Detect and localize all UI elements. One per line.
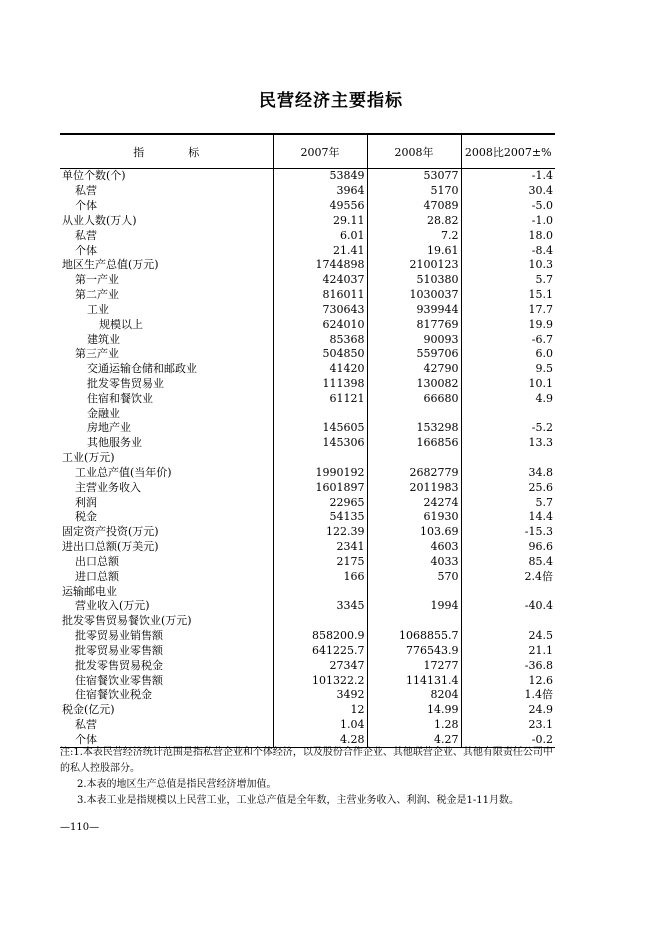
value-2008: 939944: [367, 302, 461, 317]
row-label: 工业(万元): [62, 451, 115, 465]
value-2007: 6.01: [273, 228, 367, 243]
table-row: [60, 288, 555, 303]
value-2008: 2011983: [367, 480, 461, 495]
table-row: [60, 629, 555, 644]
row-label: 进出口总额(万美元): [62, 540, 159, 554]
value-2008: 24274: [367, 495, 461, 510]
value-2008: 19.61: [367, 243, 461, 258]
value-2007: 101322.2: [273, 673, 367, 688]
value-2008: 4.27: [367, 732, 461, 747]
value-2008: 130082: [367, 377, 461, 392]
footnote-3: 3.本表工业是指规模以上民营工业，工业总产值是全年数，主营业务收入、利润、税金是1-11月数。: [77, 795, 520, 806]
row-label: 住宿餐饮业零售额: [75, 673, 163, 687]
value-2007: 3964: [273, 184, 367, 199]
value-2008: 5170: [367, 184, 461, 199]
table-row: [60, 199, 555, 214]
value-2007: [273, 451, 367, 466]
value-2007: 504850: [273, 347, 367, 362]
value-2007: 1990192: [273, 466, 367, 481]
table-row: [60, 169, 555, 184]
table-row: [60, 584, 555, 599]
value-2007: 3492: [273, 688, 367, 703]
row-label: 工业: [87, 302, 109, 316]
header-2007: 2007年: [273, 134, 367, 169]
value-change: 14.4: [461, 510, 555, 525]
table-row: [60, 436, 555, 451]
table-row: [60, 480, 555, 495]
table-row: [60, 555, 555, 570]
row-label: 交通运输仓储和邮政业: [87, 362, 197, 376]
value-2008: 1994: [367, 599, 461, 614]
table-row: [60, 451, 555, 466]
value-2008: 66680: [367, 391, 461, 406]
value-2008: 570: [367, 569, 461, 584]
value-2007: 122.39: [273, 525, 367, 540]
value-2008: [367, 614, 461, 629]
table-row: [60, 673, 555, 688]
value-change: -6.7: [461, 332, 555, 347]
value-2008: 114131.4: [367, 673, 461, 688]
value-2008: 1030037: [367, 288, 461, 303]
table-row: [60, 510, 555, 525]
table-row: [60, 228, 555, 243]
value-2008: 61930: [367, 510, 461, 525]
row-label: 其他服务业: [87, 436, 142, 450]
row-label: 地区生产总值(万元): [62, 258, 159, 272]
value-2008: 53077: [367, 169, 461, 184]
value-change: 10.1: [461, 377, 555, 392]
row-label: 个体: [75, 243, 97, 257]
footnote-1: 注:1.本表民营经济统计范围是指私营企业和个体经济，以及股份合作企业、其他联营企业、其他有限责任公司中的私人控股部分。: [60, 747, 553, 774]
value-2007: 624010: [273, 317, 367, 332]
value-2008: 2100123: [367, 258, 461, 273]
row-label: 主营业务收入: [75, 480, 141, 494]
value-2007: [273, 406, 367, 421]
row-label: 私营: [75, 184, 97, 198]
row-label: 税金: [75, 510, 97, 524]
value-change: 6.0: [461, 347, 555, 362]
value-2008: 1.28: [367, 718, 461, 733]
footnote-2: 2.本表的地区生产总值是指民营经济增加值。: [77, 779, 277, 790]
value-change: 25.6: [461, 480, 555, 495]
value-change: 24.9: [461, 703, 555, 718]
table-row: [60, 718, 555, 733]
value-change: 9.5: [461, 362, 555, 377]
value-2007: 145605: [273, 421, 367, 436]
value-2008: 4033: [367, 555, 461, 570]
page-number: —110—: [60, 822, 100, 833]
value-change: -36.8: [461, 658, 555, 673]
row-label: 工业总产值(当年价): [75, 465, 172, 479]
value-change: -15.3: [461, 525, 555, 540]
table-row: [60, 302, 555, 317]
table-row: [60, 421, 555, 436]
value-2008: 103.69: [367, 525, 461, 540]
value-2007: 21.41: [273, 243, 367, 258]
value-change: 1.4倍: [461, 688, 555, 703]
row-label: 第三产业: [75, 347, 119, 361]
value-2007: 858200.9: [273, 629, 367, 644]
value-2007: 3345: [273, 599, 367, 614]
value-2007: [273, 614, 367, 629]
value-change: 13.3: [461, 436, 555, 451]
value-change: -1.0: [461, 213, 555, 228]
value-2007: [273, 584, 367, 599]
row-label: 房地产业: [87, 421, 131, 435]
value-change: 5.7: [461, 273, 555, 288]
table-row: [60, 658, 555, 673]
value-2008: 8204: [367, 688, 461, 703]
value-change: 2.4倍: [461, 569, 555, 584]
value-2008: 17277: [367, 658, 461, 673]
header-2008: 2008年: [367, 134, 461, 169]
value-2008: 14.99: [367, 703, 461, 718]
value-2008: 559706: [367, 347, 461, 362]
value-2007: 27347: [273, 658, 367, 673]
row-label: 批零贸易业销售额: [75, 629, 163, 643]
value-2007: 1.04: [273, 718, 367, 733]
value-2008: [367, 451, 461, 466]
row-label: 从业人数(万人): [62, 213, 137, 227]
page-title: 民营经济主要指标: [259, 91, 403, 111]
value-2008: 2682779: [367, 466, 461, 481]
row-label: 住宿和餐饮业: [87, 391, 153, 405]
row-label: 批发零售贸易税金: [75, 658, 163, 672]
table-row: [60, 377, 555, 392]
value-2008: 166856: [367, 436, 461, 451]
table-row: [60, 317, 555, 332]
row-label: 第二产业: [75, 288, 119, 302]
value-2007: 111398: [273, 377, 367, 392]
row-label: 单位个数(个): [62, 169, 126, 183]
row-label: 私营: [75, 718, 97, 732]
table-row: [60, 525, 555, 540]
value-2008: 817769: [367, 317, 461, 332]
row-label: 批零贸易业零售额: [75, 643, 163, 657]
value-change: 19.9: [461, 317, 555, 332]
table-row: [60, 466, 555, 481]
value-change: -5.2: [461, 421, 555, 436]
table-row: [60, 258, 555, 273]
value-change: 10.3: [461, 258, 555, 273]
row-label: 批发零售贸易餐饮业(万元): [62, 614, 192, 628]
value-2007: 4.28: [273, 732, 367, 747]
value-change: [461, 584, 555, 599]
value-2007: 166: [273, 569, 367, 584]
value-2007: 22965: [273, 495, 367, 510]
row-label: 进口总额: [75, 569, 119, 583]
table-row: [60, 273, 555, 288]
value-2007: 12: [273, 703, 367, 718]
table-row: [60, 703, 555, 718]
value-2008: 7.2: [367, 228, 461, 243]
value-2007: 54135: [273, 510, 367, 525]
row-label: 运输邮电业: [62, 584, 117, 598]
value-change: 12.6: [461, 673, 555, 688]
value-2007: 61121: [273, 391, 367, 406]
table-row: [60, 614, 555, 629]
value-change: [461, 406, 555, 421]
table-row: [60, 332, 555, 347]
value-2007: 816011: [273, 288, 367, 303]
value-2008: 28.82: [367, 213, 461, 228]
value-2007: 49556: [273, 199, 367, 214]
value-2008: 90093: [367, 332, 461, 347]
value-2007: 1744898: [273, 258, 367, 273]
value-2007: 41420: [273, 362, 367, 377]
row-label: 批发零售贸易业: [87, 377, 164, 390]
row-label: 建筑业: [87, 332, 120, 346]
value-change: 5.7: [461, 495, 555, 510]
table-row: [60, 599, 555, 614]
value-2007: 2175: [273, 555, 367, 570]
table-row: [60, 644, 555, 659]
value-change: 24.5: [461, 629, 555, 644]
value-2007: 424037: [273, 273, 367, 288]
row-label: 规模以上: [99, 317, 143, 331]
value-change: -1.4: [461, 169, 555, 184]
value-change: 4.9: [461, 391, 555, 406]
value-change: -40.4: [461, 599, 555, 614]
value-2008: 510380: [367, 273, 461, 288]
row-label: 第一产业: [75, 273, 119, 287]
footnotes: [60, 745, 555, 809]
value-change: 17.7: [461, 302, 555, 317]
value-2008: 47089: [367, 199, 461, 214]
value-2008: 1068855.7: [367, 629, 461, 644]
row-label: 营业收入(万元): [75, 599, 150, 613]
row-label: 利润: [75, 495, 97, 509]
value-change: 23.1: [461, 718, 555, 733]
value-change: -0.2: [461, 732, 555, 747]
value-change: 85.4: [461, 555, 555, 570]
value-2007: 1601897: [273, 480, 367, 495]
table-row: [60, 495, 555, 510]
table-row: [60, 213, 555, 228]
row-label: 出口总额: [75, 554, 119, 568]
table-row: [60, 540, 555, 555]
value-change: 18.0: [461, 228, 555, 243]
value-2007: 641225.7: [273, 644, 367, 659]
indicators-table: [60, 133, 555, 748]
header-indicator: 指 标: [60, 134, 273, 169]
value-2007: 730643: [273, 302, 367, 317]
table-row: [60, 243, 555, 258]
row-label: 税金(亿元): [62, 703, 115, 717]
row-label: 住宿餐饮业税金: [75, 688, 152, 702]
table-header-row: [60, 134, 555, 169]
value-change: 15.1: [461, 288, 555, 303]
table-row: [60, 362, 555, 377]
value-change: -5.0: [461, 199, 555, 214]
table-row: [60, 391, 555, 406]
value-2007: 85368: [273, 332, 367, 347]
value-change: [461, 614, 555, 629]
row-label: 个体: [75, 199, 97, 213]
value-change: 30.4: [461, 184, 555, 199]
value-2008: 42790: [367, 362, 461, 377]
table-row: [60, 688, 555, 703]
row-label: 固定资产投资(万元): [62, 525, 159, 539]
table-row: [60, 569, 555, 584]
value-2007: 145306: [273, 436, 367, 451]
value-change: -8.4: [461, 243, 555, 258]
value-2007: 29.11: [273, 213, 367, 228]
value-change: [461, 451, 555, 466]
value-change: 21.1: [461, 644, 555, 659]
value-2007: 53849: [273, 169, 367, 184]
value-change: 34.8: [461, 466, 555, 481]
row-label: 私营: [75, 228, 97, 242]
table-row: [60, 184, 555, 199]
value-2008: 153298: [367, 421, 461, 436]
table-row: [60, 406, 555, 421]
row-label: 金融业: [87, 406, 120, 420]
value-2007: 2341: [273, 540, 367, 555]
value-2008: [367, 406, 461, 421]
value-2008: [367, 584, 461, 599]
row-label: 个体: [60, 732, 273, 747]
value-2008: 4603: [367, 540, 461, 555]
value-change: 96.6: [461, 540, 555, 555]
table-row: [60, 347, 555, 362]
header-change: 2008比2007±%: [461, 134, 555, 169]
value-2008: 776543.9: [367, 644, 461, 659]
